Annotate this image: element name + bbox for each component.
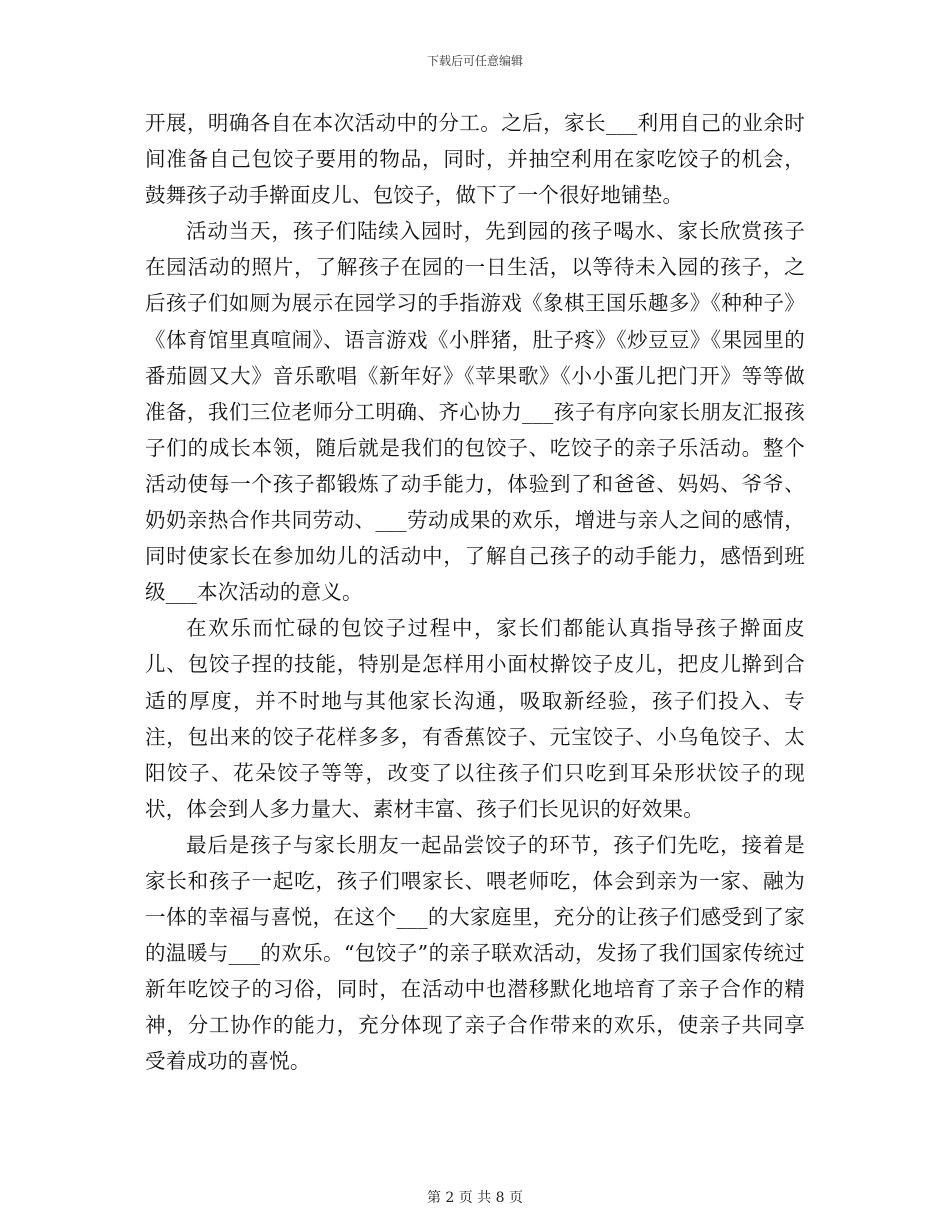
paragraph-1: 开展，明确各自在本次活动中的分工。之后，家长___利用自己的业余时间准备自己包饺子要用的物品，同时，并抽空利用在家吃饺子的机会，鼓舞孩子动手擀面皮儿、包饺子，做下了一个很好地铺垫。	[145, 111, 805, 208]
paragraph-4: 最后是孩子与家长朋友一起品尝饺子的环节，孩子们先吃，接着是家长和孩子一起吃，孩子们喂家长、喂老师吃，体会到亲为一家、融为一体的幸福与喜悦，在这个___的大家庭里，充分的让孩子们感受到了家的温暖与___的欢乐。“包饺子”的亲子联欢活动，发扬了我们国家传统过新年吃饺子的习俗，同时，在活动中也潜移默化地培育了亲子合作的精神，分工协作的能力，充分体现了亲子合作带来的欢乐，使亲子共同享受着成功的喜悦。	[145, 832, 805, 1074]
paragraph-2: 活动当天，孩子们陆续入园时，先到园的孩子喝水、家长欣赏孩子在园活动的照片，了解孩子在园的一日生活，以等待未入园的孩子，之后孩子们如厕为展示在园学习的手指游戏《象棋王国乐趣多》《种种子》《体育馆里真喧闹》、语言游戏《小胖猪，肚子疼》《炒豆豆》《果园里的番茄圆又大》音乐歌唱《新年好》《苹果歌》《小小蛋儿把门开》等等做准备，我们三位老师分工明确、齐心协力___孩子有序向家长朋友汇报孩子们的成长本领，随后就是我们的包饺子、吃饺子的亲子乐活动。整个活动使每一个孩子都锻炼了动手能力，体验到了和爸爸、妈妈、爷爷、奶奶亲热合作共同劳动、___劳动成果的欢乐，增进与亲人之间的感情，同时使家长在参加幼儿的活动中，了解自己孩子的动手能力，感悟到班级___本次活动的意义。	[145, 219, 805, 605]
page-footer: 第 2 页 共 8 页	[426, 1190, 524, 1206]
document-body	[145, 105, 805, 1080]
page-header: 下载后可任意编辑	[426, 54, 523, 68]
paragraph-3: 在欢乐而忙碌的包饺子过程中，家长们都能认真指导孩子擀面皮儿、包饺子捏的技能，特别是怎样用小面杖擀饺子皮儿，把皮儿擀到合适的厚度，并不时地与其他家长沟通，吸取新经验，孩子们投入、专注，包出来的饺子花样多多，有香蕉饺子、元宝饺子、小乌龟饺子、太阳饺子、花朵饺子等等，改变了以往孩子们只吃到耳朵形状饺子的现状，体会到人多力量大、素材丰富、孩子们长见识的好效果。	[145, 616, 805, 821]
